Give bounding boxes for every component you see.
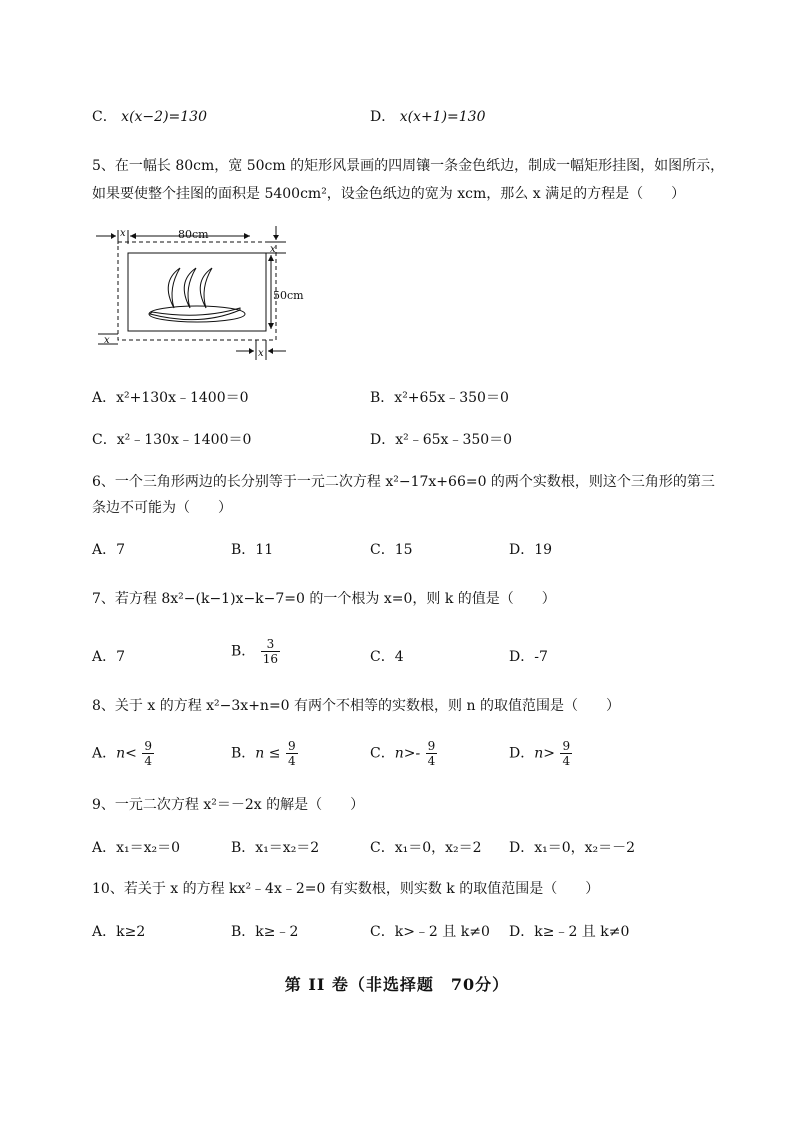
numerator: 3 <box>261 637 280 652</box>
numerator: 9 <box>562 739 571 753</box>
fraction <box>426 739 438 768</box>
option-label: D． <box>509 745 535 762</box>
q7-option-a <box>92 648 125 666</box>
option-label: C． <box>92 432 117 448</box>
fraction <box>261 637 280 666</box>
q4-option-d <box>370 108 486 126</box>
option-expr: x₁＝0，x₂＝－2 <box>534 840 636 856</box>
denominator: 4 <box>287 754 296 768</box>
option-label: B． <box>231 643 256 660</box>
numerator: 9 <box>287 739 296 753</box>
option-label: B． <box>370 390 395 406</box>
option-prefix: n ≤ <box>255 745 281 762</box>
option-label: A． <box>92 649 117 665</box>
option-expr: 11 <box>255 542 274 558</box>
option-label: A． <box>92 840 117 856</box>
option-label: C． <box>370 649 395 665</box>
denominator: 4 <box>562 754 571 768</box>
denominator: 4 <box>144 754 152 768</box>
x-label-left: x <box>104 335 110 346</box>
sail-1 <box>168 268 180 308</box>
q7-option-c <box>370 648 404 666</box>
option-label: B． <box>231 745 256 762</box>
option-label: C． <box>370 840 395 856</box>
section-heading: 第 II 卷（非选择题 70分） <box>284 975 510 994</box>
q7-option-b <box>231 637 281 666</box>
numerator: 9 <box>427 739 436 753</box>
option-label: C． <box>370 924 395 940</box>
option-label: A． <box>92 390 117 406</box>
option-expr: k≥﹣2 <box>255 924 299 940</box>
q8-option-a <box>92 739 155 768</box>
option-expr: x²+130x﹣1400＝0 <box>116 390 249 406</box>
width-label: 80cm <box>178 228 209 241</box>
fraction <box>142 739 154 768</box>
option-expr: -7 <box>534 649 548 665</box>
option-expr: x²﹣130x﹣1400＝0 <box>116 432 252 448</box>
option-prefix: n> <box>534 745 555 762</box>
q10-option-a <box>92 923 145 941</box>
q10-option-b <box>231 923 298 941</box>
option-expr: 7 <box>116 649 126 665</box>
q8-option-b <box>231 739 299 768</box>
option-label: D． <box>509 649 535 665</box>
q7-option-d <box>509 648 548 666</box>
option-label: D． <box>509 840 535 856</box>
q8-option-c <box>370 739 438 768</box>
x-label-right: x <box>270 244 276 255</box>
q6-option-a <box>92 541 125 559</box>
x-label-bottom: x <box>258 348 264 359</box>
q5-option-c <box>92 431 251 449</box>
option-label: A． <box>92 924 117 940</box>
q9-option-c <box>370 839 482 857</box>
q5-option-d <box>370 431 512 449</box>
q8-option-d <box>509 739 573 768</box>
q9-stem: 9、一元二次方程 x²＝－2x 的解是（ ） <box>92 797 365 813</box>
q5-option-a <box>92 389 249 407</box>
q6-stem-line1: 6、一个三角形两边的长分别等于一元二次方程 x²−17x+66=0 的两个实数根，则这个三角形的第三 <box>92 474 715 490</box>
q4-option-c <box>92 108 207 126</box>
option-label: B． <box>231 542 256 558</box>
option-expr: x(x−2)=130 <box>121 109 207 125</box>
option-expr: x₁＝0，x₂＝2 <box>394 840 482 856</box>
outer-frame <box>118 242 276 340</box>
q5-option-b <box>370 389 509 407</box>
x-label-top: x <box>120 228 126 239</box>
option-prefix: n>- <box>394 745 421 762</box>
q8-stem: 8、关于 x 的方程 x²−3x+n=0 有两个不相等的实数根，则 n 的取值范围是（ ） <box>92 698 620 714</box>
q10-option-d <box>509 923 629 941</box>
q6-option-b <box>231 541 273 559</box>
option-expr: 7 <box>116 542 126 558</box>
option-expr: x₁＝x₂＝0 <box>116 840 181 856</box>
q5-stem-line1: 5、在一幅长 80cm，宽 50cm 的矩形风景画的四周镶一条金色纸边，制成一幅矩形挂图，如图所示， <box>92 158 725 174</box>
option-expr: 4 <box>394 649 404 665</box>
boat-hull <box>150 308 240 320</box>
option-expr: x²+65x﹣350＝0 <box>394 390 509 406</box>
option-label: D． <box>509 542 535 558</box>
option-label: C． <box>370 745 395 762</box>
q9-option-b <box>231 839 319 857</box>
option-expr: x²﹣65x﹣350＝0 <box>395 432 513 448</box>
option-expr: k≥2 <box>116 924 146 940</box>
q6-option-d <box>509 541 552 559</box>
q9-option-d <box>509 839 635 857</box>
option-label: D． <box>370 432 396 448</box>
q5-figure <box>90 222 310 362</box>
option-label: B． <box>231 840 256 856</box>
option-label: B． <box>231 924 256 940</box>
q10-option-c <box>370 923 490 941</box>
option-label: A． <box>92 745 117 762</box>
q9-option-a <box>92 839 180 857</box>
option-expr: 19 <box>534 542 553 558</box>
q7-stem: 7、若方程 8x²−(k−1)x−k−7=0 的一个根为 x=0，则 k 的值是（ ） <box>92 591 556 607</box>
sail-2 <box>184 268 196 308</box>
sail-3 <box>200 268 212 308</box>
option-expr: x(x+1)=130 <box>399 109 486 125</box>
height-label: 50cm <box>273 289 304 302</box>
option-label: D． <box>370 109 396 125</box>
option-expr: x₁＝x₂＝2 <box>255 840 320 856</box>
fraction <box>286 739 298 768</box>
q5-stem-line2: 如果要使整个挂图的面积是 5400cm²，设金色纸边的宽为 xcm，那么 x 满足的方程是（ ） <box>92 186 686 202</box>
option-expr: k≥﹣2 且 k≠0 <box>534 924 630 940</box>
q6-option-c <box>370 541 413 559</box>
q10-stem: 10、若关于 x 的方程 kx²﹣4x﹣2=0 有实数根，则实数 k 的取值范围是（ ） <box>92 881 600 897</box>
option-label: C． <box>370 542 395 558</box>
denominator: 16 <box>262 652 279 666</box>
denominator: 4 <box>427 754 436 768</box>
option-label: D． <box>509 924 535 940</box>
option-label: A． <box>92 542 117 558</box>
fraction <box>560 739 572 768</box>
option-expr: k>﹣2 且 k≠0 <box>394 924 490 940</box>
option-expr: 15 <box>394 542 413 558</box>
option-prefix: n< <box>116 745 137 762</box>
numerator: 9 <box>144 739 152 753</box>
q6-stem-line2: 条边不可能为（ ） <box>92 500 232 516</box>
option-label: C． <box>92 109 117 125</box>
